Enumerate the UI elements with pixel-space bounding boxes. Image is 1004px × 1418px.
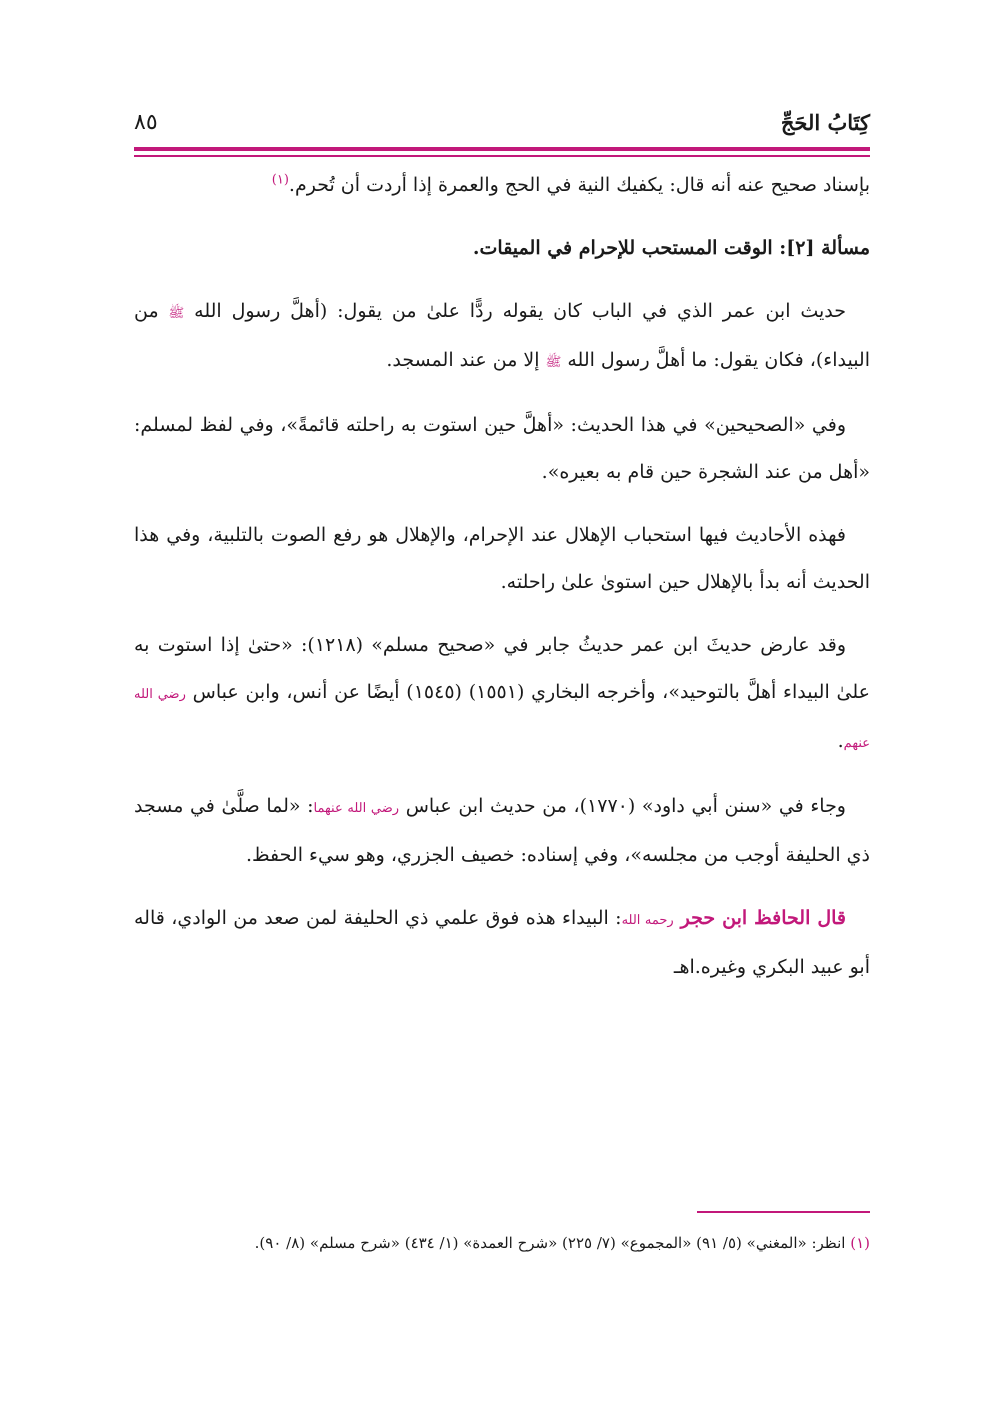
paragraph-1-text-c: إلا من عند المسجد.	[386, 349, 546, 371]
footnote	[134, 1228, 870, 1258]
page-number: ٨٥	[134, 110, 158, 135]
honorific-radiallah: رضي الله عنهما	[313, 801, 400, 816]
paragraph-intro-text: بإسناد صحيح عنه أنه قال: يكفيك النية في الحج والعمرة إذا أردت أن تُحرم.	[288, 174, 870, 196]
honorific-rahimahullah: رحمه الله	[621, 913, 674, 928]
footnote-text: انظر: «المغني» (٥/ ٩١) «المجموع» (٧/ ٢٢٥) «شرح العمدة» (١/ ٤٣٤) «شرح مسلم» (٨/ ٩٠).	[254, 1234, 851, 1252]
honorific-radiallah: رضي الله عنهم	[134, 687, 870, 751]
header-rule-thick	[134, 147, 870, 151]
honorific-salawat: ﷺ	[545, 355, 562, 370]
honorific-salawat: ﷺ	[168, 306, 185, 321]
paragraph-2: وفي «الصحيحين» في هذا الحديث: «أهلَّ حين استوت به راحلته قائمةً»، وفي لفظ لمسلم: «أهل من عند الشجرة حين قام به بعيره».	[134, 414, 870, 483]
section-heading: مسألة [٢]: الوقت المستحب للإحرام في الميقات.	[472, 237, 870, 259]
paragraph-1-text-a: حديث ابن عمر الذي في الباب كان يقوله ردًّا علىٰ من يقول: (أهلَّ رسول الله	[194, 300, 847, 322]
paragraph-6	[134, 895, 870, 991]
footnote-number: (١)	[850, 1234, 870, 1252]
paragraph-4-text: وقد عارض حديثَ ابن عمر حديثُ جابر في «صحيح مسلم» (١٢١٨): «حتىٰ إذا استوت به علىٰ البيداء أهلَّ بالتوحيد»، وأخرجه البخاري (١٥٥١) (١٥٤٥) أيضًا عن أنس، وابن عباس	[134, 634, 870, 703]
quote-attribution: قال الحافظ ابن حجر	[673, 907, 847, 929]
paragraph-4	[134, 622, 870, 767]
paragraph-5	[134, 783, 870, 879]
page-header	[134, 110, 870, 146]
paragraph-intro	[134, 162, 870, 209]
paragraph-3: فهذه الأحاديث فيها استحباب الإهلال عند الإحرام، والإهلال هو رفع الصوت بالتلبية، وفي هذا الحديث أنه بدأ بالإهلال حين استوىٰ علىٰ راحلته.	[134, 524, 870, 593]
footnote-reference[interactable]: (١)	[271, 172, 289, 188]
paragraph-4-end: .	[837, 730, 844, 752]
footnote-separator	[697, 1211, 870, 1213]
paragraph-1-text-b: من البيداء)، فكان يقول: ما أهلَّ رسول الله	[134, 300, 870, 371]
header-rule-thin	[134, 155, 870, 157]
paragraph-6-text: : البيداء هذه فوق علمي ذي الحليفة لمن صعد من الوادي، قاله أبو عبيد البكري وغيره.اهـ	[134, 907, 870, 978]
paragraph-5-text-a: وجاء في «سنن أبي داود» (١٧٧٠)، من حديث ابن عباس	[399, 795, 846, 817]
chapter-title: كِتَابُ الحَجِّ	[780, 110, 870, 135]
paragraph-5-text-b: : «لما صلَّىٰ في مسجد ذي الحليفة أوجب من مجلسه»، وفي إسناده: خصيف الجزري، وهو سيء الحفظ.	[134, 795, 870, 866]
paragraph-1	[134, 288, 870, 386]
main-text	[134, 162, 870, 1007]
